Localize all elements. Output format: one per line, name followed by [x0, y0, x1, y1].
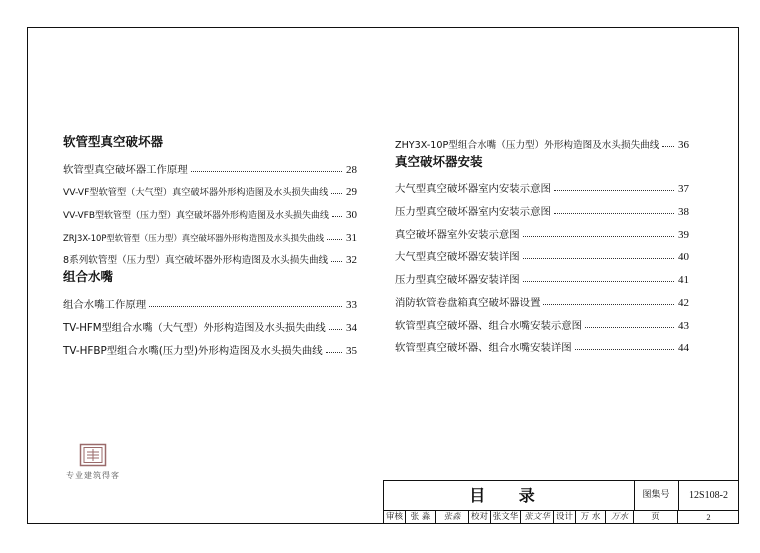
- toc-right-column: [395, 128, 689, 354]
- toc-entry-title: 大气型真空破坏器安装详图: [395, 251, 520, 264]
- toc-entry-title: ZRJ3X-10P型软管型（压力型）真空破坏器外形构造图及水头损失曲线: [63, 232, 325, 243]
- toc-entry[interactable]: [395, 195, 689, 218]
- toc-entry-title: 压力型真空破坏器室内安装示意图: [395, 206, 551, 219]
- page-label: 页: [634, 510, 678, 524]
- checker-name: 张文华: [491, 510, 521, 524]
- dot-leader: [554, 213, 674, 214]
- toc-entry-page: 35: [346, 344, 357, 357]
- dot-leader: [191, 171, 342, 172]
- review-label: 审核: [384, 510, 406, 524]
- toc-entry[interactable]: [63, 198, 357, 221]
- designer-name: 万 水: [576, 510, 606, 524]
- designer-signature: 万水: [606, 510, 634, 524]
- toc-entry-title: 8系列软管型（压力型）真空破坏器外形构造图及水头损失曲线: [63, 255, 329, 267]
- toc-entry-title: 真空破坏器室外安装示意图: [395, 228, 520, 241]
- toc-entry[interactable]: [395, 309, 689, 332]
- dot-leader: [326, 352, 342, 353]
- toc-entry[interactable]: [63, 176, 357, 199]
- toc-entry-title: 组合水嘴工作原理: [63, 299, 147, 312]
- toc-entry-title: ZHY3X-10P型组合水嘴（压力型）外形构造图及水头损失曲线: [395, 139, 660, 151]
- toc-entry[interactable]: [63, 334, 357, 357]
- watermark-stamp: [48, 443, 138, 481]
- reviewer-signature: 张淼: [436, 510, 469, 524]
- atlas-number-label: 图集号: [634, 481, 679, 510]
- toc-left-column: [63, 131, 357, 357]
- toc-entry-title: 压力型真空破坏器安装详图: [395, 274, 520, 287]
- toc-entry[interactable]: [63, 288, 357, 311]
- toc-entry-page: 42: [678, 296, 689, 309]
- dot-leader: [327, 239, 342, 240]
- toc-entry-page: 36: [678, 138, 689, 151]
- toc-entry-title: 软管型真空破坏器、组合水嘴安装示意图: [395, 319, 583, 332]
- design-label: 设计: [554, 510, 576, 524]
- toc-entry-page: 34: [346, 321, 357, 334]
- page-number: 2: [706, 512, 711, 522]
- dot-leader: [331, 261, 342, 262]
- toc-entry-title: TV-HFM型组合水嘴（大气型）外形构造图及水头损失曲线: [63, 322, 326, 334]
- checker-signature: 张文华: [521, 510, 554, 524]
- check-label: 校对: [469, 510, 491, 524]
- toc-entry-page: 32: [346, 254, 357, 267]
- toc-entry[interactable]: [63, 311, 357, 334]
- dot-leader: [523, 281, 674, 282]
- toc-entry-title: VV-VF型软管型（大气型）真空破坏器外形构造图及水头损失曲线: [63, 187, 329, 199]
- title-block-top-row: [384, 481, 739, 511]
- section-heading: 真空破坏器安装: [395, 153, 483, 169]
- toc-entry[interactable]: [63, 221, 357, 244]
- toc-entry-page: 38: [678, 206, 689, 219]
- toc-entry-page: 30: [346, 209, 357, 222]
- toc-entry-page: 28: [346, 163, 357, 176]
- dot-leader: [585, 327, 674, 328]
- dot-leader: [662, 146, 674, 147]
- toc-entry[interactable]: [395, 286, 689, 309]
- toc-entry-title: 大气型真空破坏器室内安装示意图: [395, 183, 551, 196]
- section-heading: 组合水嘴: [63, 269, 114, 285]
- dot-leader: [575, 349, 674, 350]
- title-block-sign-row: [384, 510, 739, 524]
- toc-entry-page: 37: [678, 183, 689, 196]
- toc-entry-page: 31: [346, 231, 357, 244]
- toc-entry[interactable]: [395, 128, 689, 151]
- toc-entry-page: 44: [678, 342, 689, 355]
- dot-leader: [543, 304, 674, 305]
- reviewer-name: 张 淼: [406, 510, 436, 524]
- toc-entry-title: VV-VFB型软管型（压力型）真空破坏器外形构造图及水头损失曲线: [63, 211, 330, 222]
- dot-leader: [329, 329, 342, 330]
- toc-entry[interactable]: [63, 153, 357, 176]
- toc-entry-title: 软管型真空破坏器、组合水嘴安装详图: [395, 342, 572, 355]
- dot-leader: [523, 236, 674, 237]
- toc-entry-page: 39: [678, 228, 689, 241]
- section-heading: 软管型真空破坏器: [63, 134, 164, 149]
- dot-leader: [149, 306, 342, 307]
- toc-entry-page: 41: [678, 274, 689, 287]
- toc-entry-title: 消防软管卷盘箱真空破坏器设置: [395, 296, 541, 309]
- toc-entry[interactable]: [395, 173, 689, 196]
- toc-entry-page: 33: [346, 299, 357, 312]
- toc-entry[interactable]: [395, 218, 689, 241]
- toc-entry-title: TV-HFBP型组合水嘴(压力型)外形构造图及水头损失曲线: [63, 344, 323, 357]
- toc-entry[interactable]: [395, 332, 689, 355]
- toc-entry-page: 43: [678, 319, 689, 332]
- toc-entry-page: 29: [346, 186, 357, 199]
- toc-entry[interactable]: [395, 263, 689, 286]
- stamp-caption: 专业建筑得客: [66, 471, 120, 480]
- drawing-title: 目 录: [384, 481, 635, 510]
- dot-leader: [554, 190, 674, 191]
- toc-entry-page: 40: [678, 251, 689, 264]
- dot-leader: [332, 216, 342, 217]
- toc-entry[interactable]: [395, 241, 689, 264]
- toc-entry-title: 软管型真空破坏器工作原理: [63, 163, 188, 176]
- dot-leader: [523, 258, 674, 259]
- atlas-number: 12S108-2: [689, 490, 728, 501]
- dot-leader: [331, 193, 342, 194]
- title-block: [383, 480, 739, 524]
- toc-entry[interactable]: [63, 244, 357, 267]
- seal-icon: [79, 443, 107, 467]
